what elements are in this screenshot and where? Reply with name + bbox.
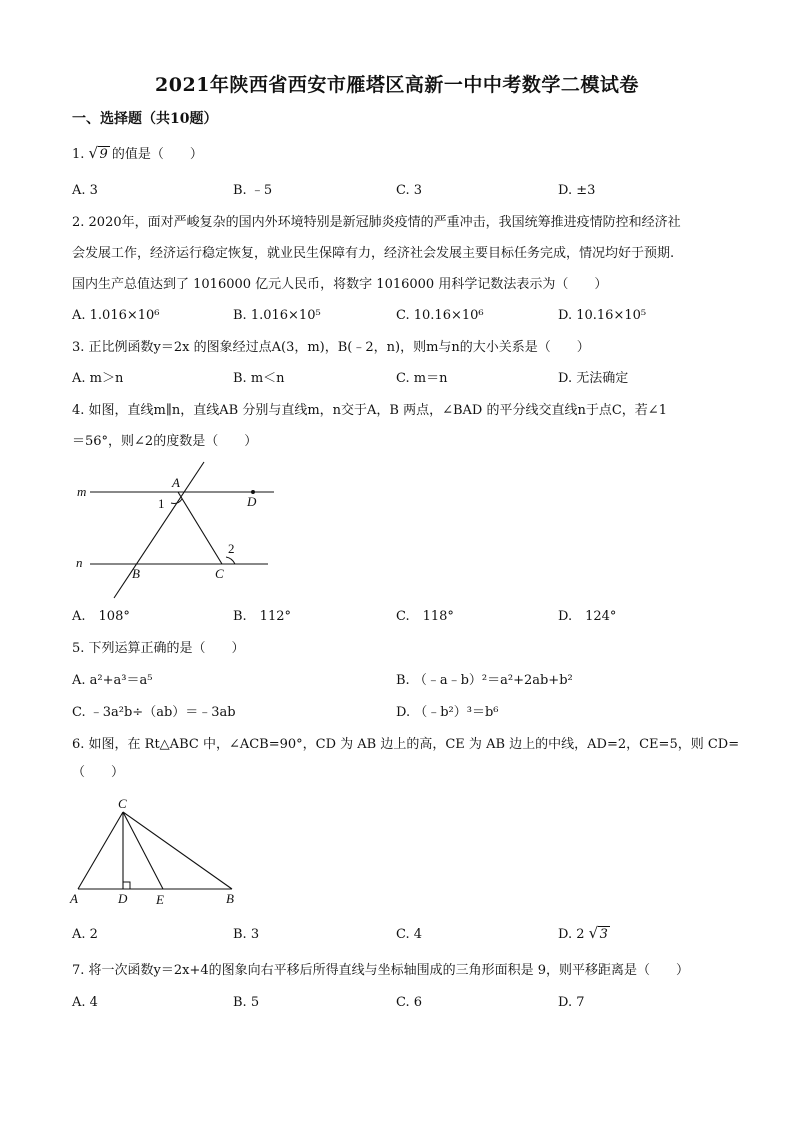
q5-option-d: D. （﹣b²）³＝b⁶ [396, 705, 499, 720]
q4-option-b: B. 112° [233, 609, 291, 624]
q7-option-b: B. 5 [233, 995, 260, 1010]
q1-option-c: C. 3 [396, 183, 423, 198]
sqrt-symbol: √ 3 [588, 924, 608, 942]
label-vertex-b: B [226, 891, 234, 906]
q7-option-d: D. 7 [558, 995, 585, 1010]
label-line-n: n [76, 555, 83, 570]
label-line-m: m [77, 484, 87, 499]
question-7-stem: 7. 将一次函数y＝2x+4的图象向右平移后所得直线与坐标轴围成的三角形面积是 9，则平移距离是（ ） [72, 963, 690, 978]
q3-option-b: B. m＜n [233, 371, 285, 386]
label-angle-2: 2 [228, 541, 235, 556]
q2-option-d: D. 10.16×10⁵ [558, 308, 647, 323]
q1-option-d: D. ±3 [558, 183, 596, 198]
page-title: 2021年陕西省西安市雁塔区高新一中中考数学二模试卷 [155, 74, 639, 96]
question-5-stem: 5. 下列运算正确的是（ ） [72, 641, 245, 656]
q1-option-a: A. 3 [72, 183, 98, 198]
q4-option-c: C. 118° [396, 609, 454, 624]
q3-option-a: A. m＞n [72, 371, 124, 386]
label-point-b: B [132, 566, 140, 581]
question-6-line-1: 6. 如图，在 Rt△ABC 中，∠ACB=90°，CD 为 AB 边上的高，CE 为 AB 边上的中线，AD=2，CE=5，则 CD= [72, 737, 740, 752]
q6-option-c: C. 4 [396, 927, 423, 942]
question-2-line-2: 会发展工作，经济运行稳定恢复，就业民生保障有力，经济社会发展主要目标任务完成，情况均好于预期. [72, 246, 675, 261]
q4-figure [72, 456, 282, 604]
label-vertex-a: A [70, 891, 78, 906]
label-foot-d: D [118, 891, 128, 906]
q6-option-b: B. 3 [233, 927, 260, 942]
q2-option-b: B. 1.016×10⁵ [233, 308, 321, 323]
question-4-line-2: ＝56°，则∠2的度数是（ ） [72, 434, 258, 449]
q4-option-a: A. 108° [72, 609, 130, 624]
q2-option-a: A. 1.016×10⁶ [72, 308, 160, 323]
question-2-line-1: 2. 2020年，面对严峻复杂的国内外环境特别是新冠肺炎疫情的严重冲击，我国统筹推进疫情防控和经济社 [72, 215, 681, 230]
label-point-c: C [215, 566, 224, 581]
q6-option-a: A. 2 [72, 927, 98, 942]
question-6-line-2: （ ） [72, 765, 125, 780]
label-midpoint-e: E [156, 892, 164, 907]
q3-option-c: C. m＝n [396, 371, 448, 386]
q7-option-c: C. 6 [396, 995, 423, 1010]
label-angle-1: 1 [158, 496, 165, 511]
q5-option-c: C. ﹣3a²b÷（ab）＝﹣3ab [72, 705, 236, 720]
label-point-d: D [247, 494, 257, 509]
q7-option-a: A. 4 [72, 995, 98, 1010]
question-3-stem: 3. 正比例函数y＝2x 的图象经过点A(3，m)，B(﹣2，n)，则m与n的大小关系是（ ） [72, 340, 590, 355]
q4-option-d: D. 124° [558, 609, 617, 624]
q5-option-b: B. （﹣a﹣b）²＝a²+2ab+b² [396, 673, 573, 688]
label-vertex-c: C [118, 796, 127, 811]
q6-option-d: D. 2 √ 3 [558, 925, 612, 945]
question-4-line-1: 4. 如图，直线m∥n，直线AB 分别与直线m，n交于A，B 两点，∠BAD 的平分线交直线n于点C，若∠1 [72, 403, 667, 418]
q5-option-a: A. a²+a³＝a⁵ [72, 673, 153, 688]
q6-figure [66, 795, 246, 907]
section-heading: 一、选择题（共10题） [72, 111, 218, 127]
q1-option-b: B. ﹣5 [233, 183, 273, 198]
sqrt-symbol: √ 9 [88, 144, 108, 162]
q3-option-d: D. 无法确定 [558, 371, 629, 386]
q2-option-c: C. 10.16×10⁶ [396, 308, 484, 323]
label-point-a: A [172, 475, 180, 490]
question-2-line-3: 国内生产总值达到了 1016000 亿元人民币，将数字 1016000 用科学记数法表示为（ ） [72, 277, 608, 292]
question-1-stem: 1. √ 9 的值是（ ） [72, 145, 203, 165]
